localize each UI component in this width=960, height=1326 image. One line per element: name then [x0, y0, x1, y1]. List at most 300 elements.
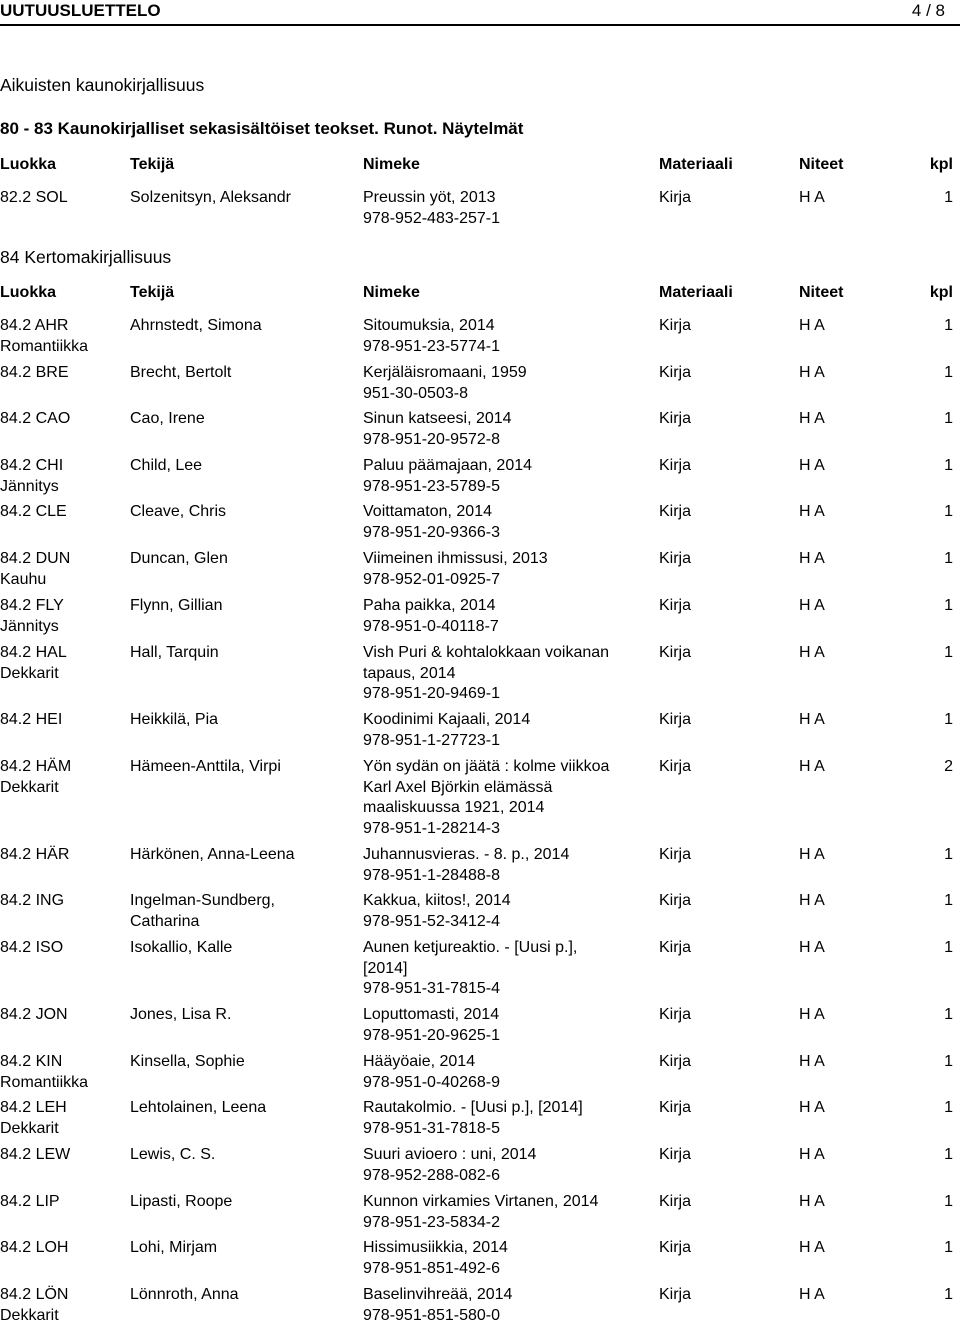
material-type: Kirja	[659, 363, 691, 384]
cell-luokka	[0, 596, 125, 637]
col-niteet: Niteet	[799, 155, 843, 176]
isbn: 978-951-52-3412-4	[363, 912, 648, 933]
material-type: Kirja	[659, 1005, 691, 1026]
cell-nimeke	[363, 1005, 648, 1046]
cell-materiaali	[659, 938, 691, 959]
cell-nimeke	[363, 757, 648, 839]
genre-label: Jännitys	[0, 477, 125, 498]
title-text: Hissimusiikkia, 2014	[363, 1238, 648, 1259]
col-niteet: Niteet	[799, 283, 843, 304]
copies-location: H A	[799, 456, 825, 477]
cell-tekija	[130, 1192, 355, 1213]
col-tekija: Tekijä	[130, 155, 174, 176]
isbn: 978-951-0-40268-9	[363, 1073, 648, 1094]
cell-nimeke	[363, 1285, 648, 1326]
copies-location: H A	[799, 363, 825, 384]
author-name: Lipasti, Roope	[130, 1192, 355, 1213]
cell-luokka	[0, 891, 125, 912]
cell-tekija	[130, 456, 355, 477]
class-code: 84.2 CHI	[0, 456, 125, 477]
cell-materiaali	[659, 456, 691, 477]
copies-location: H A	[799, 1285, 825, 1306]
cell-luokka	[0, 1192, 125, 1213]
material-type: Kirja	[659, 1238, 691, 1259]
copy-count: 1	[944, 1098, 953, 1119]
genre-label: Romantiikka	[0, 337, 125, 358]
copy-count: 1	[944, 710, 953, 731]
cell-niteet	[799, 1285, 825, 1306]
cell-luokka	[0, 1238, 125, 1259]
cell-luokka	[0, 316, 125, 357]
cell-niteet	[799, 456, 825, 477]
title-text: tapaus, 2014	[363, 664, 648, 685]
copy-count: 1	[944, 363, 953, 384]
cell-niteet	[799, 549, 825, 570]
author-name: Hall, Tarquin	[130, 643, 355, 664]
copy-count: 2	[944, 757, 953, 778]
cell-niteet	[799, 596, 825, 617]
cell-luokka	[0, 188, 125, 209]
isbn: 978-951-1-28214-3	[363, 819, 648, 840]
copies-location: H A	[799, 188, 825, 209]
author-name: Ahrnstedt, Simona	[130, 316, 355, 337]
class-code: 84.2 HEI	[0, 710, 125, 731]
author-name: Catharina	[130, 912, 355, 933]
cell-materiaali	[659, 1098, 691, 1119]
class-code: 84.2 HAL	[0, 643, 125, 664]
title-text: Hääyöaie, 2014	[363, 1052, 648, 1073]
cell-niteet	[799, 1005, 825, 1026]
copy-count: 1	[944, 1052, 953, 1073]
cell-kpl	[944, 1052, 953, 1073]
cell-kpl	[944, 502, 953, 523]
cell-materiaali	[659, 316, 691, 337]
material-type: Kirja	[659, 891, 691, 912]
copies-location: H A	[799, 1098, 825, 1119]
material-type: Kirja	[659, 1145, 691, 1166]
title-text: Kerjäläisromaani, 1959	[363, 363, 648, 384]
cell-nimeke	[363, 1192, 648, 1233]
col-luokka: Luokka	[0, 283, 56, 304]
title-text: Sitoumuksia, 2014	[363, 316, 648, 337]
cell-nimeke	[363, 710, 648, 751]
material-type: Kirja	[659, 316, 691, 337]
class-code: 84.2 HÄR	[0, 845, 125, 866]
cell-tekija	[130, 596, 355, 617]
copies-location: H A	[799, 316, 825, 337]
material-type: Kirja	[659, 710, 691, 731]
genre-label: Kauhu	[0, 570, 125, 591]
class-code: 82.2 SOL	[0, 188, 125, 209]
cell-materiaali	[659, 845, 691, 866]
copies-location: H A	[799, 845, 825, 866]
class-code: 84.2 ISO	[0, 938, 125, 959]
title-text: Baselinvihreää, 2014	[363, 1285, 648, 1306]
author-name: Lewis, C. S.	[130, 1145, 355, 1166]
isbn: 978-951-851-580-0	[363, 1306, 648, 1326]
cell-kpl	[944, 456, 953, 477]
material-type: Kirja	[659, 938, 691, 959]
cell-materiaali	[659, 1192, 691, 1213]
title-text: maaliskuussa 1921, 2014	[363, 798, 648, 819]
copies-location: H A	[799, 409, 825, 430]
cell-nimeke	[363, 845, 648, 886]
page-header	[0, 0, 960, 24]
cell-materiaali	[659, 1238, 691, 1259]
material-type: Kirja	[659, 845, 691, 866]
title-text: Viimeinen ihmissusi, 2013	[363, 549, 648, 570]
title-text: Voittamaton, 2014	[363, 502, 648, 523]
isbn: 978-951-20-9625-1	[363, 1026, 648, 1047]
isbn: 978-951-1-28488-8	[363, 866, 648, 887]
cell-niteet	[799, 316, 825, 337]
class-code: 84.2 CLE	[0, 502, 125, 523]
genre-label: Dekkarit	[0, 1306, 125, 1326]
copies-location: H A	[799, 1145, 825, 1166]
cell-niteet	[799, 363, 825, 384]
cell-materiaali	[659, 596, 691, 617]
isbn: 978-952-483-257-1	[363, 209, 648, 230]
author-name: Heikkilä, Pia	[130, 710, 355, 731]
page-title: UUTUUSLUETTELO	[0, 1, 161, 22]
copies-location: H A	[799, 891, 825, 912]
cell-nimeke	[363, 596, 648, 637]
title-text: [2014]	[363, 959, 648, 980]
copy-count: 1	[944, 1192, 953, 1213]
cell-materiaali	[659, 502, 691, 523]
isbn: 978-951-20-9366-3	[363, 523, 648, 544]
cell-kpl	[944, 1192, 953, 1213]
copy-count: 1	[944, 549, 953, 570]
cell-tekija	[130, 316, 355, 337]
copy-count: 1	[944, 1238, 953, 1259]
col-kpl: kpl	[930, 283, 953, 304]
col-nimeke: Nimeke	[363, 155, 420, 176]
class-code: 84.2 CAO	[0, 409, 125, 430]
author-name: Cleave, Chris	[130, 502, 355, 523]
column-header	[0, 155, 960, 175]
title-text: Loputtomasti, 2014	[363, 1005, 648, 1026]
cell-tekija	[130, 1098, 355, 1119]
cell-nimeke	[363, 409, 648, 450]
author-name: Child, Lee	[130, 456, 355, 477]
copy-count: 1	[944, 1285, 953, 1306]
title-text: Kunnon virkamies Virtanen, 2014	[363, 1192, 648, 1213]
col-tekija: Tekijä	[130, 283, 174, 304]
cell-niteet	[799, 710, 825, 731]
author-name: Lehtolainen, Leena	[130, 1098, 355, 1119]
category-heading: Aikuisten kaunokirjallisuus	[0, 75, 204, 96]
cell-tekija	[130, 891, 355, 932]
class-code: 84.2 DUN	[0, 549, 125, 570]
class-code: 84.2 LOH	[0, 1238, 125, 1259]
copy-count: 1	[944, 409, 953, 430]
cell-kpl	[944, 1285, 953, 1306]
cell-tekija	[130, 188, 355, 209]
title-text: Rautakolmio. - [Uusi p.], [2014]	[363, 1098, 648, 1119]
isbn: 978-951-0-40118-7	[363, 617, 648, 638]
cell-tekija	[130, 363, 355, 384]
cell-luokka	[0, 502, 125, 523]
isbn: 978-951-851-492-6	[363, 1259, 648, 1280]
author-name: Lohi, Mirjam	[130, 1238, 355, 1259]
cell-nimeke	[363, 891, 648, 932]
cell-niteet	[799, 502, 825, 523]
copy-count: 1	[944, 643, 953, 664]
title-text: Sinun katseesi, 2014	[363, 409, 648, 430]
cell-niteet	[799, 1098, 825, 1119]
cell-tekija	[130, 643, 355, 664]
cell-kpl	[944, 1145, 953, 1166]
class-code: 84.2 LÖN	[0, 1285, 125, 1306]
col-kpl: kpl	[930, 155, 953, 176]
author-name: Jones, Lisa R.	[130, 1005, 355, 1026]
class-code: 84.2 LIP	[0, 1192, 125, 1213]
author-name: Kinsella, Sophie	[130, 1052, 355, 1073]
cell-materiaali	[659, 1285, 691, 1306]
copies-location: H A	[799, 549, 825, 570]
cell-luokka	[0, 643, 125, 684]
cell-niteet	[799, 1145, 825, 1166]
genre-label: Romantiikka	[0, 1073, 125, 1094]
title-text: Suuri avioero : uni, 2014	[363, 1145, 648, 1166]
material-type: Kirja	[659, 409, 691, 430]
cell-kpl	[944, 710, 953, 731]
cell-kpl	[944, 891, 953, 912]
cell-materiaali	[659, 1052, 691, 1073]
cell-materiaali	[659, 891, 691, 912]
copies-location: H A	[799, 1052, 825, 1073]
cell-kpl	[944, 1005, 953, 1026]
cell-nimeke	[363, 1145, 648, 1186]
cell-nimeke	[363, 188, 648, 229]
cell-materiaali	[659, 757, 691, 778]
cell-tekija	[130, 1052, 355, 1073]
material-type: Kirja	[659, 456, 691, 477]
cell-niteet	[799, 938, 825, 959]
class-code: 84.2 JON	[0, 1005, 125, 1026]
isbn: 978-951-1-27723-1	[363, 731, 648, 752]
cell-materiaali	[659, 549, 691, 570]
title-text: Juhannusvieras. - 8. p., 2014	[363, 845, 648, 866]
cell-nimeke	[363, 643, 648, 705]
author-name: Flynn, Gillian	[130, 596, 355, 617]
copies-location: H A	[799, 757, 825, 778]
cell-luokka	[0, 1052, 125, 1093]
class-code: 84.2 AHR	[0, 316, 125, 337]
copy-count: 1	[944, 596, 953, 617]
col-materiaali: Materiaali	[659, 283, 733, 304]
cell-luokka	[0, 1098, 125, 1139]
class-code: 84.2 KIN	[0, 1052, 125, 1073]
cell-tekija	[130, 1145, 355, 1166]
copy-count: 1	[944, 1005, 953, 1026]
cell-tekija	[130, 502, 355, 523]
cell-kpl	[944, 643, 953, 664]
title-text: Kakkua, kiitos!, 2014	[363, 891, 648, 912]
cell-tekija	[130, 1238, 355, 1259]
author-name: Duncan, Glen	[130, 549, 355, 570]
material-type: Kirja	[659, 643, 691, 664]
copy-count: 1	[944, 938, 953, 959]
cell-tekija	[130, 1285, 355, 1306]
cell-luokka	[0, 1285, 125, 1326]
col-nimeke: Nimeke	[363, 283, 420, 304]
copies-location: H A	[799, 1005, 825, 1026]
title-text: Paluu päämajaan, 2014	[363, 456, 648, 477]
cell-materiaali	[659, 643, 691, 664]
cell-luokka	[0, 845, 125, 866]
cell-nimeke	[363, 316, 648, 357]
cell-kpl	[944, 938, 953, 959]
isbn: 978-951-20-9572-8	[363, 430, 648, 451]
class-code: 84.2 LEW	[0, 1145, 125, 1166]
copy-count: 1	[944, 456, 953, 477]
genre-label: Dekkarit	[0, 1119, 125, 1140]
cell-niteet	[799, 891, 825, 912]
material-type: Kirja	[659, 1098, 691, 1119]
copy-count: 1	[944, 502, 953, 523]
author-name: Solzenitsyn, Aleksandr	[130, 188, 355, 209]
copies-location: H A	[799, 643, 825, 664]
cell-tekija	[130, 757, 355, 778]
material-type: Kirja	[659, 549, 691, 570]
cell-materiaali	[659, 1005, 691, 1026]
page-number: 4 / 8	[912, 1, 945, 22]
cell-kpl	[944, 596, 953, 617]
cell-niteet	[799, 188, 825, 209]
copies-location: H A	[799, 502, 825, 523]
author-name: Isokallio, Kalle	[130, 938, 355, 959]
cell-niteet	[799, 1052, 825, 1073]
cell-materiaali	[659, 363, 691, 384]
cell-kpl	[944, 316, 953, 337]
isbn: 978-951-23-5789-5	[363, 477, 648, 498]
cell-kpl	[944, 757, 953, 778]
isbn: 951-30-0503-8	[363, 384, 648, 405]
section-heading: 80 - 83 Kaunokirjalliset sekasisältöiset teokset. Runot. Näytelmät	[0, 119, 523, 140]
cell-nimeke	[363, 938, 648, 1000]
title-text: Vish Puri & kohtalokkaan voikanan	[363, 643, 648, 664]
class-code: 84.2 LEH	[0, 1098, 125, 1119]
cell-nimeke	[363, 456, 648, 497]
isbn: 978-952-288-082-6	[363, 1166, 648, 1187]
copies-location: H A	[799, 710, 825, 731]
cell-nimeke	[363, 363, 648, 404]
cell-luokka	[0, 938, 125, 959]
copy-count: 1	[944, 845, 953, 866]
copy-count: 1	[944, 316, 953, 337]
col-materiaali: Materiaali	[659, 155, 733, 176]
cell-kpl	[944, 363, 953, 384]
material-type: Kirja	[659, 188, 691, 209]
author-name: Brecht, Bertolt	[130, 363, 355, 384]
material-type: Kirja	[659, 1285, 691, 1306]
class-code: 84.2 HÄM	[0, 757, 125, 778]
title-text: Karl Axel Björkin elämässä	[363, 778, 648, 799]
material-type: Kirja	[659, 502, 691, 523]
cell-materiaali	[659, 409, 691, 430]
cell-luokka	[0, 456, 125, 497]
title-text: Preussin yöt, 2013	[363, 188, 648, 209]
author-name: Cao, Irene	[130, 409, 355, 430]
material-type: Kirja	[659, 757, 691, 778]
isbn: 978-951-20-9469-1	[363, 684, 648, 705]
cell-luokka	[0, 363, 125, 384]
copy-count: 1	[944, 188, 953, 209]
cell-materiaali	[659, 710, 691, 731]
cell-tekija	[130, 409, 355, 430]
col-luokka: Luokka	[0, 155, 56, 176]
cell-nimeke	[363, 1052, 648, 1093]
cell-niteet	[799, 643, 825, 664]
isbn: 978-951-31-7818-5	[363, 1119, 648, 1140]
cell-luokka	[0, 710, 125, 731]
cell-nimeke	[363, 1098, 648, 1139]
cell-kpl	[944, 409, 953, 430]
author-name: Lönnroth, Anna	[130, 1285, 355, 1306]
title-text: Yön sydän on jäätä : kolme viikkoa	[363, 757, 648, 778]
author-name: Ingelman-Sundberg,	[130, 891, 355, 912]
material-type: Kirja	[659, 1192, 691, 1213]
class-code: 84.2 ING	[0, 891, 125, 912]
cell-kpl	[944, 188, 953, 209]
copies-location: H A	[799, 938, 825, 959]
cell-niteet	[799, 1238, 825, 1259]
genre-label: Dekkarit	[0, 664, 125, 685]
cell-niteet	[799, 1192, 825, 1213]
title-text: Paha paikka, 2014	[363, 596, 648, 617]
cell-niteet	[799, 409, 825, 430]
cell-luokka	[0, 757, 125, 798]
material-type: Kirja	[659, 596, 691, 617]
isbn: 978-951-23-5834-2	[363, 1213, 648, 1234]
title-text: Koodinimi Kajaali, 2014	[363, 710, 648, 731]
cell-nimeke	[363, 1238, 648, 1279]
cell-kpl	[944, 1238, 953, 1259]
isbn: 978-951-23-5774-1	[363, 337, 648, 358]
copies-location: H A	[799, 1238, 825, 1259]
author-name: Hämeen-Anttila, Virpi	[130, 757, 355, 778]
cell-luokka	[0, 549, 125, 590]
class-code: 84.2 FLY	[0, 596, 125, 617]
cell-luokka	[0, 1005, 125, 1026]
cell-kpl	[944, 845, 953, 866]
isbn: 978-951-31-7815-4	[363, 979, 648, 1000]
cell-tekija	[130, 549, 355, 570]
cell-nimeke	[363, 502, 648, 543]
cell-luokka	[0, 1145, 125, 1166]
class-code: 84.2 BRE	[0, 363, 125, 384]
genre-label: Jännitys	[0, 617, 125, 638]
material-type: Kirja	[659, 1052, 691, 1073]
copies-location: H A	[799, 1192, 825, 1213]
cell-tekija	[130, 710, 355, 731]
isbn: 978-952-01-0925-7	[363, 570, 648, 591]
header-divider	[0, 24, 960, 26]
author-name: Härkönen, Anna-Leena	[130, 845, 355, 866]
cell-materiaali	[659, 188, 691, 209]
title-text: Aunen ketjureaktio. - [Uusi p.],	[363, 938, 648, 959]
section-kertomakirjallisuus-title: 84 Kertomakirjallisuus	[0, 247, 171, 268]
cell-kpl	[944, 549, 953, 570]
copies-location: H A	[799, 596, 825, 617]
copy-count: 1	[944, 1145, 953, 1166]
genre-label: Dekkarit	[0, 778, 125, 799]
cell-niteet	[799, 757, 825, 778]
cell-tekija	[130, 1005, 355, 1026]
cell-materiaali	[659, 1145, 691, 1166]
